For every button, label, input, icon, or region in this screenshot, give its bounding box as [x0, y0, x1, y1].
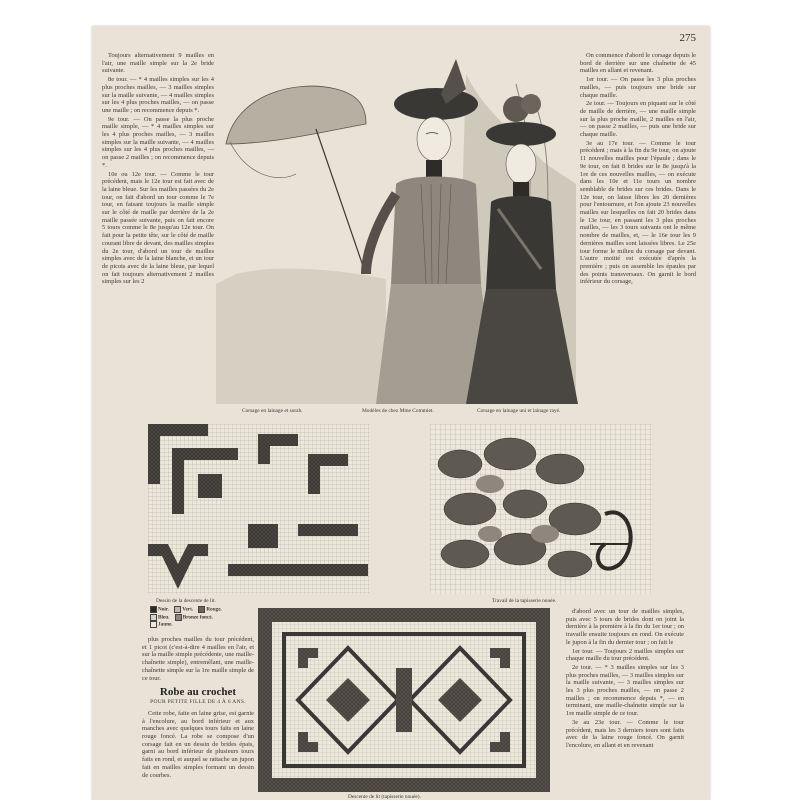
- paragraph: Cette robe, faite en laine grise, est garnie à l'encolure, au bord inférieur et aux manches avec quelques tours faits en laine rouge foncé. La robe se compose d'un corsage fait en un dessin de brides épais, garni au bord inférieur de plusieurs tours faits en rond, et auquel se rattache un jupon fait en mailles simples formant un dessin de courbes.: [142, 709, 254, 779]
- paragraph: 3e au 17e tour. — Comme le tour précédent ; mais à la fin du 9e tour, on ajoute 11 nouvelles mailles pour l'épaule ; dans le 9e tour, on fait 8 brides sur le 8e jusqu'à la 1re de ces nouvelles mailles, — on exécute dans les 10e et 11e tours un nombre semblable de brides sur ces brides. Dans le 12e tour, on laisse libres les 20 dernières pour l'entournure, et l'on ajoute 23 nouvelles mailles sur lesquelles on fait 20 brides dans le 13e tour, en passant les 3 plus proches mailles, — les 3 tours suivants ont le même nombre de mailles, et, — le 16e tour les 9 dernières mailles sont laissées libres. Le 25e tour forme le milieu du corsage par devant. L'autre moitié est exécutée d'après la première ; puis on assemble les épaules par des points transversaux. On garnit le bord inférieur du corsage,: [580, 139, 696, 286]
- paragraph: Toujours alternativement 9 mailles en l'air, une maille simple sur la 2e bride suivante.: [102, 52, 214, 75]
- magazine-page: [92, 26, 710, 800]
- text-column-left-top: [102, 52, 214, 287]
- caption-rug-pattern: Descente de lit (tapisserie nouée).: [348, 794, 421, 800]
- legend-item: Bleu.: [150, 614, 169, 622]
- paragraph: 8e tour. — * 4 mailles simples sur les 4 plus proches mailles, — 3 mailles simples sur la maille suivante, — 4 mailles simples sur les 4 plus proches mailles, — on passe une maille ; on recommence depuis *.: [102, 76, 214, 114]
- caption-fashion-center: Modèles de chez Mme Commiet.: [362, 408, 434, 414]
- article-subtitle: POUR PETITE FILLE DE 4 À 6 ANS.: [150, 699, 246, 706]
- paragraph: plus proches mailles du tour précédent, et 1 picot (c'est-à-dire 4 mailles en l'air, et sur la maille simple précédente, une maille-chaînette simple), entremêlant, une maille-chaînette simple sur la 1re maille simple de ce tour.: [142, 636, 254, 682]
- caption-border-pattern: Dessin de la descente de lit.: [156, 598, 216, 604]
- legend-item: Jaune.: [150, 621, 173, 629]
- border-pattern-chart: [148, 424, 370, 594]
- paragraph: 10e ou 12e tour. — Comme le tour précédent, mais le 12e tour est fait avec de la laine bleue. Sur les mailles passées du 2e tour, on fait d'abord un tour comme le 7e tour, en faisant toujours la maille simple sur le côté de maille par derrière de la 2e maille passée suivante, puis on fait encore 5 tours comme le 8e jusqu'au 12e tour. On fait pour la petite tête, sur le côté de maille courant libre de devant, des mailles simples du 2e tour, d'abord un tour de mailles simples avec de la laine blanche, et un tour de picots avec de la laine bleue, par lequel on fait toujours alternativement 2 mailles simples sur les 2: [102, 170, 214, 286]
- caption-tapestry-work: Travail de la tapisserie nouée.: [492, 598, 557, 604]
- fashion-illustration: [216, 34, 578, 404]
- text-column-right-top: [580, 52, 696, 287]
- page-number: 275: [679, 32, 696, 44]
- paragraph: 2e tour. — * 3 mailles simples sur les 3 plus proches mailles, — 3 mailles simples sur la maille suivante, — 3 mailles simples sur les 3 plus proches mailles, — on passe 2 mailles ; on recommence depuis *, — en terminant, une maille-chaînette simple sur la 1re maille simple de ce tour.: [566, 663, 684, 718]
- legend-item: Rouge.: [198, 606, 221, 614]
- legend-item: Vert.: [174, 606, 193, 614]
- rug-pattern-chart: [258, 608, 550, 792]
- caption-fashion-right: Corsage en lainage uni et lainage rayé.: [477, 408, 561, 414]
- paragraph: 1er tour. — On passe les 3 plus proches mailles, — puis toujours une bride sur chaque maille.: [580, 76, 696, 99]
- caption-fashion-left: Corsage en lainage et surah.: [242, 408, 303, 414]
- text-column-right-bottom: [566, 608, 684, 751]
- paragraph: 1er tour. — Toujours 2 mailles simples sur chaque maille du tour précédent.: [566, 647, 684, 663]
- article-title: Robe au crochet: [159, 686, 237, 699]
- legend-item: Bronze foncé.: [175, 614, 213, 622]
- paragraph: 2e tour. — Toujours en piquant sur le côté de maille de derrière, — une maille simple sur la plus proche maille, 2 mailles en l'air, — on passe 2 mailles, — puis une bride sur chaque maille.: [580, 100, 696, 139]
- tapestry-work-illustration: [430, 424, 652, 594]
- text-column-left-bottom: [142, 636, 254, 780]
- paragraph: On commence d'abord le corsage depuis le bord de derrière sur une chaînette de 45 mailles en allant et revenant.: [580, 52, 696, 75]
- paragraph: 3e au 23e tour. — Comme le tour précédent, mais les 3 derniers tours sont faits avec de la laine rouge foncé. On garnit l'encolure, en allant et en revenant: [566, 718, 684, 749]
- paragraph: 9e tour. — On passe la plus proche maille simple, — * 4 mailles simples sur les 4 plus proches mailles, — 3 mailles simples sur la maille suivante, — 4 mailles simples sur les 4 plus proches mailles, — on passe 2 mailles ; on recommence depuis *.: [102, 115, 214, 169]
- legend-item: Noir.: [150, 606, 169, 614]
- color-legend: [150, 606, 226, 629]
- paragraph: d'abord avec un tour de mailles simples, puis avec 5 tours de brides dont on joint la dernière à la première à la fin du 1er tour ; on travaille ensuite toujours en rond. On exécute le jupon à la fin du dernier tour ; on fait le: [566, 608, 684, 646]
